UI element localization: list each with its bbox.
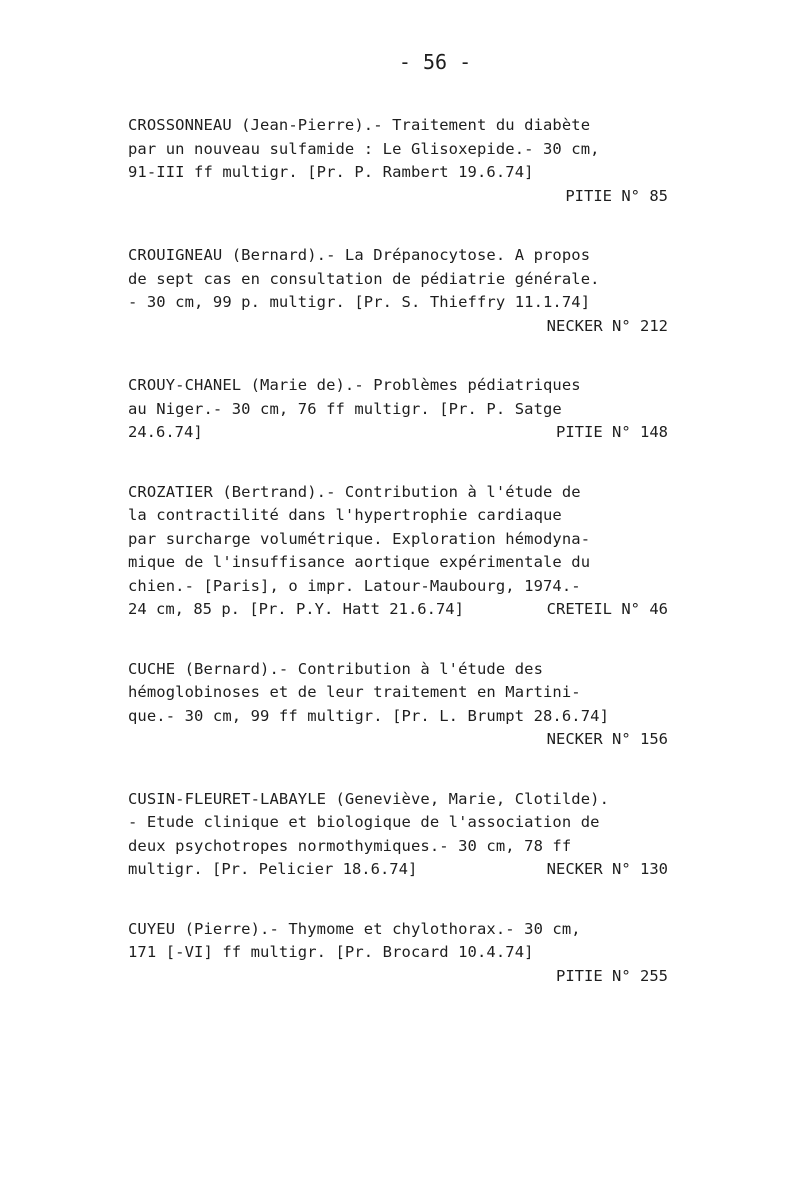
entry-text-line: CROUIGNEAU (Bernard).- La Drépanocytose. A propos [128,246,591,264]
bibliography-entry [128,244,668,338]
library-location: NECKER N° 130 [546,860,668,878]
bibliography-entry [128,114,668,208]
bibliography-entry [128,374,668,445]
entry-text-line: CUYEU (Pierre).- Thymome et chylothorax.- 30 cm, [128,919,581,938]
entry-text-line: - 30 cm, 99 p. multigr. [Pr. S. Thieffry 11.1.74] [128,293,591,311]
entry-text-line: 24 cm, 85 p. [Pr. P.Y. Hatt 21.6.74] [128,600,464,618]
entry-text-line: la contractilité dans l'hypertrophie cardiaque [128,506,562,524]
entry-text-line: que.- 30 cm, 99 ff multigr. [Pr. L. Brumpt 28.6.74] [128,706,610,725]
bibliography-entry [128,658,668,752]
entry-text-line: par un nouveau sulfamide : Le Glisoxepide.- 30 cm, [128,139,600,158]
bibliography-entry [128,788,668,882]
entry-text-line: chien.- [Paris], o impr. Latour-Maubourg, 1974.- [128,576,581,595]
entry-text-line: 24.6.74] [128,423,203,441]
entry-text-line: au Niger.- 30 cm, 76 ff multigr. [Pr. P. Satge [128,399,562,418]
page-number: - 56 - [398,50,472,74]
library-location: NECKER N° 212 [546,316,668,335]
bibliography-entry [128,918,668,989]
entry-text-line: CUCHE (Bernard).- Contribution à l'étude des [128,659,543,678]
entry-text-line: hémoglobinoses et de leur traitement en Martini- [128,683,581,701]
bibliography-list [128,114,668,1024]
entry-text-line: CUSIN-FLEURET-LABAYLE (Geneviève, Marie, Clotilde). [128,789,610,808]
entry-text-line: par surcharge volumétrique. Exploration hémodyna- [128,529,591,548]
bibliography-entry [128,481,668,622]
entry-text-line: 91-III ff multigr. [Pr. P. Rambert 19.6.74] [128,163,534,181]
entry-text-line: deux psychotropes normothymiques.- 30 cm, 78 ff [128,836,572,855]
entry-text-line: CROSSONNEAU (Jean-Pierre).- Traitement du diabète [128,116,591,134]
entry-text-line: 171 [-VI] ff multigr. [Pr. Brocard 10.4.74] [128,943,534,961]
library-location: PITIE N° 255 [556,966,668,985]
entry-text-line: CROZATIER (Bertrand).- Contribution à l'étude de [128,482,581,501]
entry-text-line: multigr. [Pr. Pelicier 18.6.74] [128,860,418,878]
entry-text-line: de sept cas en consultation de pédiatrie générale. [128,269,600,288]
entry-text-line: CROUY-CHANEL (Marie de).- Problèmes pédiatriques [128,376,581,394]
library-location: NECKER N° 156 [546,730,668,748]
library-location: PITIE N° 85 [565,186,668,205]
entry-text-line: - Etude clinique et biologique de l'association de [128,813,600,831]
entry-text-line: mique de l'insuffisance aortique expérimentale du [128,553,591,571]
library-location: CRETEIL N° 46 [546,600,668,618]
library-location: PITIE N° 148 [556,423,668,441]
